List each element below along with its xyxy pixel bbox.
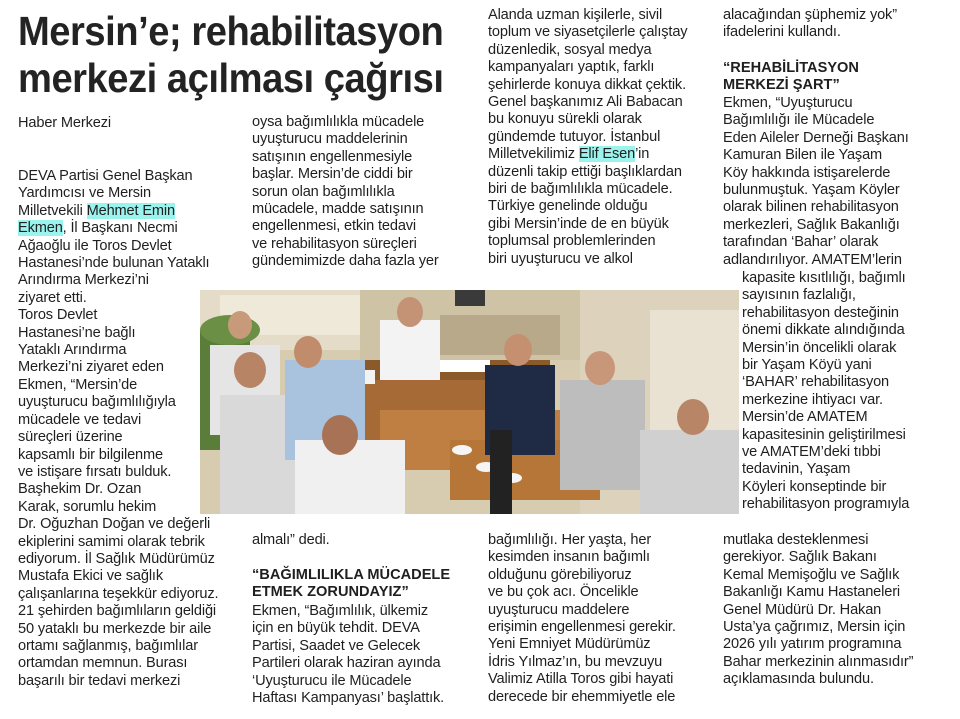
highlighted-name-elif-esen: Elif Esen — [578, 146, 636, 163]
headline — [18, 8, 455, 102]
column-2-top-text: oysa bağımlılıkla mücadele uyuşturucu maddelerinin satışının engellenmesiyle başlar. Mersin’de ciddi bir sorun olan bağımlılıkla mücadele, madde satışının engellenmesi, etkin tedavi ve rehabilitasyon süreçleri gündemimizde daha fazla yer — [252, 114, 439, 270]
column-4-wrapped-text: kapasite kısıtlılığı, bağımlı sayısının fazlalığı, rehabilitasyon desteğinin önemi dikkate alındığında Mersin’in öncelikli olarak bir Yaşam Köyü yani ‘BAHAR’ rehabilitasyon merkezine ihtiyacı var. Mersin’de AMATEM kapasitesinin geliştirilmesi ve AMATEM’deki tıbbi tedavinin, Yaşam Köyleri konseptinde bir rehabilitasyon programıyla — [742, 270, 910, 513]
byline: Haber Merkezi — [18, 115, 111, 131]
column-1-body: , İl Başkanı Necmi Ağaoğlu ile Toros Devlet Hastanesi’nde bulunan Yataklı Arındırma Merkezi’ni ziyaret etti. Toros Devlet Hastanesi’ne bağlı Yataklı Arındırma Merkezi’ni ziyaret eden Ekmen, “Mersin’de uyuşturucu bağımlılığıyla mücadele ve tedavi süreçleri üzerine kapsamlı bir bilgilenme ve istişare fırsatı bulduk. Başhekim Dr. Ozan Karak, sorumlu hekim Dr. Oğuzhan Doğan ve değerli ekiplerini samimi olarak tebrik ediyorum. İl Sağlık Müdürümüz Mustafa Ekici ve sağlık çalışanlarına teşekkür ediyoruz. 21 şehirden bağımlıların geldiği 50 yataklı bu merkezde bir aile ortamı sağlanmış, bağımlılar ortamdan memnun. Burası başarılı bir tedavi merkezi — [18, 220, 219, 689]
column-3-continuation: ’in düzenli takip ettiği başlıklardan biri de bağımlılıkla mücadele. Türkiye genelinde olduğu gibi Mersin’inde de en büyük toplumsal problemlerinden biri uyuşturucu ve alkol — [488, 146, 682, 267]
headline-line-1: Mersin’e; rehabilitasyon — [18, 8, 444, 54]
column-1-lead: DEVA Partisi Genel Başkan Yardımcısı ve Mersin Milletvekili — [18, 168, 193, 219]
headline-line-2: merkezi açılması çağrısı — [18, 55, 444, 101]
column-3-lead: Alanda uzman kişilerle, sivil toplum ve siyasetçilerle çalıştay düzenledik, sosyal medya kampanyaları yaptık, farklı şehirlerde konuya dikkat çektik. Genel başkanımız Ali Babacan bu konuyu sürekli olarak gündemde tutuyor. İstanbul Milletvekilimiz — [488, 7, 688, 163]
column-4-top-text: alacağından şüphemiz yok” ifadelerini kullandı. — [723, 7, 897, 41]
column-4-closing-text: mutlaka desteklenmesi gerekiyor. Sağlık Bakanı Kemal Memişoğlu ve Sağlık Bakanlığı Kamu Hastaneleri Genel Müdürü Dr. Hakan Usta’ya çağrımız, Mersin için 2026 yılı yatırım programına Bahar merkezinin alınmasıdır” açıklamasında bulundu. — [723, 532, 914, 688]
highlighted-name-mehmet-emin-ekmen: Mehmet Emin Ekmen — [18, 202, 175, 237]
column-4-body-text: Ekmen, “Uyuşturucu Bağımlılığı ile Mücadele Eden Aileler Derneği Başkanı Kamuran Bilen ile Yaşam Köy hakkında istişarelerde bulunmuştuk. Yaşam Köyler olarak bilinen rehabilitasyon merkezleri, Sağlık Bakanlığı tarafından ‘Bahar’ olarak adlandırılıyor. AMATEM’lerin — [723, 95, 909, 268]
column-2-closing-quote: almalı” dedi. — [252, 532, 330, 548]
subheading-bagimlilikla-mucadele: “BAĞIMLILIKLA MÜCADELE ETMEK ZORUNDAYIZ” — [252, 567, 451, 601]
meeting-photo — [200, 290, 739, 514]
column-3-bottom-text: bağımlılığı. Her yaşta, her kesimden insanın bağımlı olduğunu görebiliyoruz ve bu çok acı. Öncelikle uyuşturucu maddelere erişimin engellenmesi gerekir. Yeni Emniyet Müdürümüz İdris Yılmaz’ın, bu mevzuyu Valimiz Atilla Toros gibi hayati derecede bir ehemmiyetle ele — [488, 532, 676, 705]
column-3-top-text — [488, 7, 720, 268]
subheading-rehabilitasyon-merkezi-sart: “REHABİLİTASYON MERKEZİ ŞART” — [723, 60, 859, 94]
column-2-body-text: Ekmen, “Bağımlılık, ülkemiz için en büyük tehdit. DEVA Partisi, Saadet ve Gelecek Partileri olarak haziran ayında ‘Uyuşturucu ile Mücadele Haftası Kampanyası’ başlattık. — [252, 603, 445, 707]
